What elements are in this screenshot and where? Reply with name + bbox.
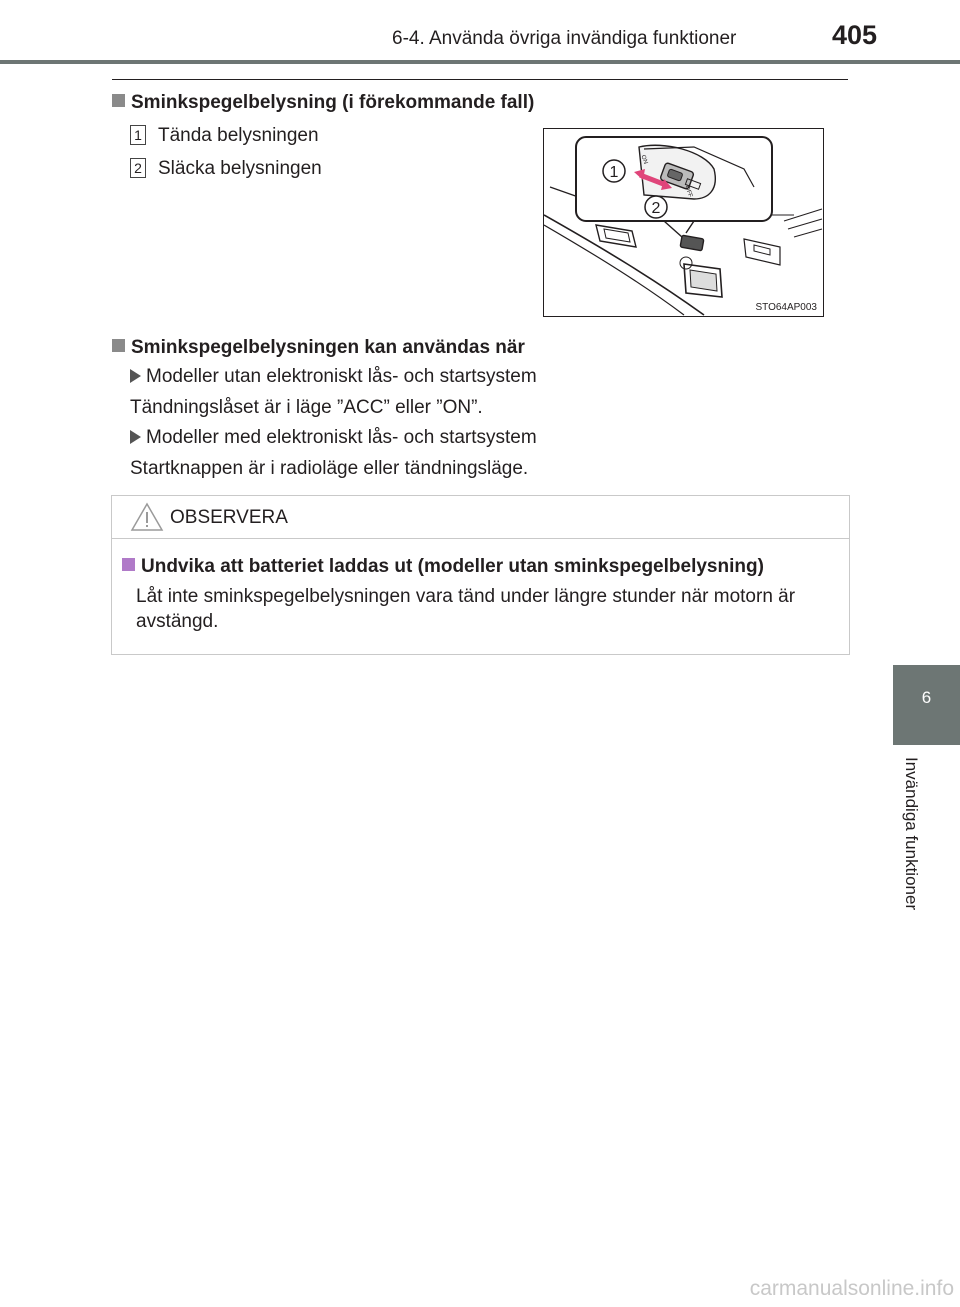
callout-2: 2: [651, 200, 661, 217]
square-bullet-icon: [112, 339, 125, 352]
list-item: [130, 125, 319, 147]
step-number: 2: [130, 158, 146, 178]
switch-off-label: OFF: [683, 185, 694, 199]
section-heading-text: Sminkspegelbelysningen kan användas när: [131, 337, 525, 358]
switch-on-label: ON: [639, 154, 649, 165]
callout-1: 1: [609, 164, 619, 181]
caution-header: [112, 496, 849, 539]
triangle-bullet-icon: [130, 369, 141, 383]
running-header: 6-4. Använda övriga invändiga funktioner: [392, 28, 737, 49]
section-heading-when-usable: [112, 337, 525, 359]
list-item: [130, 158, 322, 180]
illustration-drawing: [544, 129, 823, 316]
step-text: Släcka belysningen: [158, 158, 322, 179]
step-text: Tända belysningen: [158, 125, 319, 146]
caution-label: OBSERVERA: [170, 507, 288, 528]
content-rule: [112, 79, 848, 80]
page-number: 405: [832, 20, 878, 50]
caution-title-text: Undvika att batteriet laddas ut (modeller utan sminkspegelbelysning): [141, 556, 764, 577]
triangle-bullet-icon: [130, 430, 141, 444]
square-bullet-icon: [122, 558, 135, 571]
section-heading-vanity-light: [112, 92, 534, 114]
section-heading-text: Sminkspegelbelysning (i förekommande fall): [131, 92, 535, 113]
model-condition: [130, 427, 537, 449]
watermark: carmanualsonline.info: [749, 1277, 954, 1300]
condition-text: Tändningslåset är i läge ”ACC” eller ”ON”.: [130, 397, 483, 418]
step-number: 1: [130, 125, 146, 145]
vanity-light-illustration: [543, 128, 824, 317]
caution-body: Låt inte sminkspegelbelysningen vara tänd under längre stunder när motorn är avstängd.: [136, 586, 796, 632]
header-rule: [0, 60, 960, 64]
model-condition-text: Modeller utan elektroniskt lås- och startsystem: [146, 366, 537, 387]
model-condition-text: Modeller med elektroniskt lås- och startsystem: [146, 427, 537, 448]
caution-title: [122, 556, 764, 578]
figure-code: STO64AP003: [755, 302, 817, 313]
chapter-number: 6: [921, 688, 932, 707]
caution-box: [111, 495, 850, 655]
square-bullet-icon: [112, 94, 125, 107]
model-condition: [130, 366, 537, 388]
chapter-label-text: Invändiga funktioner: [902, 757, 921, 911]
chapter-label: [893, 757, 923, 937]
warning-triangle-icon: [130, 502, 164, 532]
condition-text: Startknappen är i radioläge eller tändningsläge.: [130, 458, 529, 479]
